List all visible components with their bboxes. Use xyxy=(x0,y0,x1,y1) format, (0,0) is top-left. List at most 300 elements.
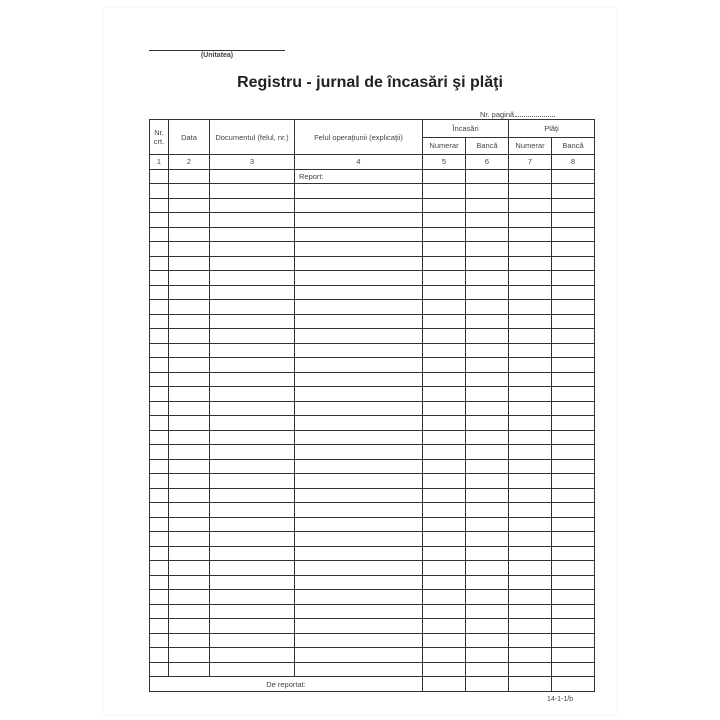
table-cell[interactable] xyxy=(509,242,552,257)
table-cell[interactable] xyxy=(509,590,552,605)
table-cell[interactable] xyxy=(210,648,295,663)
table-cell[interactable] xyxy=(210,604,295,619)
table-cell[interactable] xyxy=(423,430,466,445)
table-cell[interactable] xyxy=(552,169,595,184)
table-cell[interactable] xyxy=(210,619,295,634)
table-cell[interactable] xyxy=(423,503,466,518)
table-cell[interactable] xyxy=(210,662,295,677)
table-cell[interactable] xyxy=(150,648,169,663)
table-cell[interactable] xyxy=(169,546,210,561)
table-cell[interactable] xyxy=(150,590,169,605)
table-cell[interactable] xyxy=(169,430,210,445)
table-cell[interactable] xyxy=(169,300,210,315)
table-cell[interactable] xyxy=(466,648,509,663)
table-cell[interactable] xyxy=(423,590,466,605)
table-cell[interactable] xyxy=(295,503,423,518)
table-cell[interactable] xyxy=(150,300,169,315)
table-cell[interactable] xyxy=(295,517,423,532)
table-cell[interactable] xyxy=(169,590,210,605)
table-cell[interactable] xyxy=(150,242,169,257)
table-cell[interactable] xyxy=(295,619,423,634)
table-cell[interactable] xyxy=(295,358,423,373)
table-cell[interactable] xyxy=(210,372,295,387)
table-cell[interactable] xyxy=(552,488,595,503)
table-cell[interactable] xyxy=(150,459,169,474)
table-cell[interactable] xyxy=(466,169,509,184)
table-cell[interactable] xyxy=(150,184,169,199)
table-cell[interactable] xyxy=(552,619,595,634)
table-cell[interactable] xyxy=(466,343,509,358)
table-cell[interactable] xyxy=(552,662,595,677)
table-cell[interactable] xyxy=(423,532,466,547)
table-cell[interactable] xyxy=(466,387,509,402)
table-row xyxy=(150,184,595,199)
table-row xyxy=(150,416,595,431)
table-cell[interactable] xyxy=(552,459,595,474)
table-cell[interactable] xyxy=(295,575,423,590)
table-cell[interactable] xyxy=(169,256,210,271)
table-cell[interactable] xyxy=(552,343,595,358)
table-cell[interactable] xyxy=(423,343,466,358)
table-cell[interactable] xyxy=(169,372,210,387)
table-cell[interactable] xyxy=(509,532,552,547)
table-cell[interactable] xyxy=(466,314,509,329)
table-cell[interactable] xyxy=(169,242,210,257)
table-cell[interactable] xyxy=(509,488,552,503)
table-cell[interactable] xyxy=(210,387,295,402)
table-cell[interactable] xyxy=(423,358,466,373)
table-cell[interactable] xyxy=(552,372,595,387)
table-cell[interactable] xyxy=(466,401,509,416)
table-row xyxy=(150,604,595,619)
table-cell[interactable] xyxy=(150,517,169,532)
table-cell[interactable] xyxy=(210,430,295,445)
table-cell[interactable] xyxy=(509,401,552,416)
table-cell[interactable] xyxy=(210,184,295,199)
table-cell[interactable] xyxy=(552,213,595,228)
table-cell[interactable] xyxy=(552,575,595,590)
table-cell[interactable] xyxy=(169,213,210,228)
table-cell[interactable] xyxy=(295,285,423,300)
table-cell[interactable] xyxy=(423,517,466,532)
table-cell[interactable] xyxy=(210,488,295,503)
table-cell[interactable] xyxy=(466,604,509,619)
table-cell[interactable] xyxy=(509,227,552,242)
table-cell[interactable] xyxy=(210,343,295,358)
table-cell[interactable] xyxy=(169,227,210,242)
table-cell[interactable] xyxy=(169,169,210,184)
table-cell[interactable] xyxy=(169,488,210,503)
table-cell[interactable] xyxy=(423,372,466,387)
report-row xyxy=(150,169,595,184)
table-cell[interactable] xyxy=(509,343,552,358)
table-cell[interactable] xyxy=(509,184,552,199)
table-cell[interactable] xyxy=(295,300,423,315)
table-cell[interactable] xyxy=(552,184,595,199)
table-cell[interactable] xyxy=(466,517,509,532)
table-cell[interactable] xyxy=(423,300,466,315)
table-cell[interactable] xyxy=(210,242,295,257)
table-cell[interactable] xyxy=(423,546,466,561)
table-cell[interactable] xyxy=(210,575,295,590)
table-cell[interactable] xyxy=(509,300,552,315)
table-cell[interactable] xyxy=(150,271,169,286)
table-cell[interactable] xyxy=(210,213,295,228)
table-cell[interactable] xyxy=(169,184,210,199)
table-cell[interactable] xyxy=(150,430,169,445)
table-cell[interactable] xyxy=(423,256,466,271)
table-cell[interactable] xyxy=(295,546,423,561)
table-cell[interactable] xyxy=(552,633,595,648)
table-cell[interactable] xyxy=(210,198,295,213)
table-cell[interactable] xyxy=(169,474,210,489)
table-cell[interactable] xyxy=(509,387,552,402)
table-cell[interactable] xyxy=(552,517,595,532)
table-cell[interactable] xyxy=(509,633,552,648)
table-cell[interactable] xyxy=(466,445,509,460)
table-cell[interactable] xyxy=(466,619,509,634)
table-cell[interactable] xyxy=(423,314,466,329)
table-cell[interactable] xyxy=(169,387,210,402)
table-cell[interactable] xyxy=(150,445,169,460)
table-cell[interactable] xyxy=(423,619,466,634)
table-cell[interactable] xyxy=(210,314,295,329)
table-cell[interactable] xyxy=(150,416,169,431)
table-cell[interactable] xyxy=(423,633,466,648)
table-cell[interactable] xyxy=(509,329,552,344)
table-cell[interactable] xyxy=(509,314,552,329)
table-cell[interactable] xyxy=(150,314,169,329)
table-cell[interactable] xyxy=(552,561,595,576)
table-cell[interactable] xyxy=(295,256,423,271)
table-cell[interactable] xyxy=(295,372,423,387)
table-cell[interactable] xyxy=(169,604,210,619)
table-cell[interactable] xyxy=(210,300,295,315)
table-cell[interactable] xyxy=(169,633,210,648)
table-cell[interactable] xyxy=(423,662,466,677)
table-cell[interactable] xyxy=(509,575,552,590)
table-cell[interactable] xyxy=(552,271,595,286)
table-cell[interactable] xyxy=(169,619,210,634)
table-cell[interactable] xyxy=(150,633,169,648)
table-cell[interactable] xyxy=(423,604,466,619)
table-cell[interactable] xyxy=(210,590,295,605)
table-cell[interactable] xyxy=(509,416,552,431)
table-cell[interactable] xyxy=(466,416,509,431)
table-cell[interactable] xyxy=(423,459,466,474)
table-cell[interactable] xyxy=(509,459,552,474)
table-cell[interactable] xyxy=(295,604,423,619)
table-cell[interactable] xyxy=(466,271,509,286)
table-cell[interactable] xyxy=(295,401,423,416)
page-title: Registru - jurnal de încasări şi plăţi xyxy=(237,74,503,91)
column-number: 3 xyxy=(210,155,295,170)
table-cell[interactable] xyxy=(466,430,509,445)
table-cell[interactable] xyxy=(169,343,210,358)
table-cell[interactable] xyxy=(295,474,423,489)
table-cell[interactable] xyxy=(552,532,595,547)
table-cell[interactable] xyxy=(552,401,595,416)
header-incasari-banca: Bancă xyxy=(466,137,509,155)
table-cell[interactable] xyxy=(552,648,595,663)
table-cell[interactable] xyxy=(552,416,595,431)
table-cell[interactable] xyxy=(509,474,552,489)
table-cell[interactable] xyxy=(509,372,552,387)
table-cell[interactable] xyxy=(466,546,509,561)
table-cell[interactable] xyxy=(466,503,509,518)
table-cell[interactable] xyxy=(295,314,423,329)
table-cell[interactable] xyxy=(295,387,423,402)
table-cell[interactable] xyxy=(169,285,210,300)
table-cell[interactable] xyxy=(423,677,466,692)
table-cell[interactable] xyxy=(210,285,295,300)
table-cell[interactable] xyxy=(169,459,210,474)
table-cell[interactable] xyxy=(423,401,466,416)
table-cell[interactable] xyxy=(150,358,169,373)
table-cell[interactable] xyxy=(552,285,595,300)
column-number: 5 xyxy=(423,155,466,170)
table-cell[interactable] xyxy=(466,184,509,199)
table-cell[interactable] xyxy=(169,416,210,431)
table-cell[interactable] xyxy=(509,561,552,576)
table-cell[interactable] xyxy=(150,561,169,576)
table-cell[interactable] xyxy=(509,662,552,677)
table-cell[interactable] xyxy=(210,546,295,561)
table-cell[interactable] xyxy=(295,662,423,677)
table-cell[interactable] xyxy=(509,604,552,619)
table-cell[interactable] xyxy=(295,227,423,242)
table-cell[interactable] xyxy=(169,662,210,677)
table-cell[interactable] xyxy=(509,546,552,561)
table-cell[interactable] xyxy=(552,546,595,561)
table-cell[interactable] xyxy=(466,227,509,242)
table-cell[interactable] xyxy=(552,358,595,373)
table-cell[interactable] xyxy=(423,445,466,460)
table-cell[interactable] xyxy=(210,633,295,648)
table-cell[interactable] xyxy=(169,329,210,344)
table-cell[interactable] xyxy=(150,619,169,634)
table-cell[interactable] xyxy=(466,285,509,300)
table-cell[interactable] xyxy=(169,314,210,329)
table-cell[interactable] xyxy=(466,677,509,692)
table-row xyxy=(150,532,595,547)
table-cell[interactable] xyxy=(210,358,295,373)
table-cell[interactable] xyxy=(466,300,509,315)
table-row xyxy=(150,285,595,300)
table-cell[interactable] xyxy=(423,227,466,242)
table-cell[interactable] xyxy=(466,590,509,605)
table-cell[interactable] xyxy=(509,213,552,228)
table-cell[interactable] xyxy=(466,256,509,271)
table-cell[interactable] xyxy=(423,184,466,199)
table-cell[interactable] xyxy=(552,256,595,271)
table-cell[interactable] xyxy=(423,169,466,184)
table-cell[interactable] xyxy=(150,474,169,489)
table-cell[interactable] xyxy=(169,271,210,286)
table-cell[interactable] xyxy=(150,575,169,590)
table-cell[interactable] xyxy=(423,198,466,213)
table-cell[interactable] xyxy=(210,416,295,431)
table-cell[interactable] xyxy=(150,503,169,518)
table-cell[interactable] xyxy=(295,590,423,605)
table-cell[interactable] xyxy=(423,648,466,663)
table-cell[interactable] xyxy=(295,648,423,663)
table-cell[interactable] xyxy=(423,213,466,228)
table-cell[interactable] xyxy=(552,314,595,329)
table-cell[interactable] xyxy=(150,532,169,547)
table-cell[interactable] xyxy=(466,575,509,590)
table-cell[interactable] xyxy=(466,662,509,677)
table-cell[interactable] xyxy=(150,169,169,184)
table-cell[interactable] xyxy=(150,329,169,344)
table-cell[interactable] xyxy=(423,488,466,503)
table-cell[interactable] xyxy=(552,590,595,605)
table-cell[interactable] xyxy=(466,372,509,387)
table-cell[interactable] xyxy=(552,445,595,460)
table-cell[interactable] xyxy=(150,604,169,619)
table-cell[interactable] xyxy=(210,459,295,474)
table-cell[interactable] xyxy=(295,459,423,474)
table-cell[interactable] xyxy=(295,488,423,503)
table-cell[interactable] xyxy=(210,532,295,547)
table-cell[interactable] xyxy=(210,271,295,286)
table-cell[interactable] xyxy=(295,242,423,257)
table-row xyxy=(150,619,595,634)
table-row xyxy=(150,372,595,387)
table-cell[interactable] xyxy=(466,242,509,257)
table-cell[interactable] xyxy=(509,445,552,460)
header-incasari: Încasări xyxy=(423,120,509,138)
column-number: 4 xyxy=(295,155,423,170)
table-cell[interactable] xyxy=(466,561,509,576)
table-cell[interactable] xyxy=(169,517,210,532)
table-cell[interactable] xyxy=(509,271,552,286)
table-cell[interactable] xyxy=(295,184,423,199)
table-cell[interactable] xyxy=(150,227,169,242)
table-cell[interactable] xyxy=(169,561,210,576)
table-cell[interactable] xyxy=(552,677,595,692)
table-cell[interactable] xyxy=(210,256,295,271)
table-cell[interactable] xyxy=(423,416,466,431)
table-cell[interactable] xyxy=(509,285,552,300)
table-cell[interactable] xyxy=(150,343,169,358)
table-cell[interactable] xyxy=(169,532,210,547)
table-cell[interactable] xyxy=(466,459,509,474)
table-cell[interactable] xyxy=(552,242,595,257)
table-cell[interactable] xyxy=(509,256,552,271)
table-cell[interactable] xyxy=(509,648,552,663)
table-cell[interactable] xyxy=(150,256,169,271)
table-cell[interactable] xyxy=(509,358,552,373)
table-cell[interactable] xyxy=(466,198,509,213)
table-cell[interactable] xyxy=(466,213,509,228)
table-cell[interactable] xyxy=(423,242,466,257)
table-cell[interactable] xyxy=(509,619,552,634)
table-cell[interactable] xyxy=(509,677,552,692)
table-cell[interactable] xyxy=(210,445,295,460)
table-cell[interactable] xyxy=(423,575,466,590)
table-cell[interactable] xyxy=(150,401,169,416)
table-cell[interactable] xyxy=(466,358,509,373)
table-cell[interactable] xyxy=(210,517,295,532)
table-cell[interactable] xyxy=(169,503,210,518)
table-cell[interactable] xyxy=(210,474,295,489)
table-cell[interactable] xyxy=(210,329,295,344)
table-cell[interactable] xyxy=(150,372,169,387)
table-cell[interactable] xyxy=(295,416,423,431)
table-cell[interactable] xyxy=(509,503,552,518)
table-cell[interactable] xyxy=(169,575,210,590)
table-cell[interactable] xyxy=(295,271,423,286)
column-number: 1 xyxy=(150,155,169,170)
table-cell[interactable] xyxy=(295,430,423,445)
table-cell[interactable] xyxy=(552,387,595,402)
header-plati-banca: Bancă xyxy=(552,137,595,155)
table-cell[interactable] xyxy=(150,213,169,228)
table-cell[interactable] xyxy=(295,445,423,460)
table-cell[interactable] xyxy=(150,285,169,300)
table-cell[interactable] xyxy=(210,401,295,416)
table-cell[interactable] xyxy=(466,474,509,489)
table-cell[interactable] xyxy=(552,474,595,489)
table-cell[interactable] xyxy=(295,213,423,228)
table-cell[interactable] xyxy=(169,648,210,663)
table-cell[interactable] xyxy=(509,430,552,445)
table-cell[interactable] xyxy=(210,169,295,184)
table-cell[interactable] xyxy=(150,387,169,402)
table-cell[interactable] xyxy=(466,329,509,344)
table-cell[interactable] xyxy=(466,532,509,547)
table-cell[interactable] xyxy=(509,517,552,532)
table-cell[interactable] xyxy=(210,503,295,518)
table-cell[interactable] xyxy=(150,198,169,213)
table-cell[interactable] xyxy=(552,300,595,315)
table-row xyxy=(150,445,595,460)
table-cell[interactable] xyxy=(150,488,169,503)
table-cell[interactable] xyxy=(169,445,210,460)
table-cell[interactable] xyxy=(509,198,552,213)
table-cell[interactable] xyxy=(210,561,295,576)
table-cell[interactable] xyxy=(423,474,466,489)
table-cell[interactable] xyxy=(423,285,466,300)
table-cell[interactable] xyxy=(552,329,595,344)
table-cell[interactable] xyxy=(552,604,595,619)
table-cell[interactable] xyxy=(169,401,210,416)
table-cell[interactable] xyxy=(466,633,509,648)
table-cell[interactable] xyxy=(552,430,595,445)
table-cell[interactable] xyxy=(423,329,466,344)
table-cell[interactable] xyxy=(150,546,169,561)
table-cell[interactable] xyxy=(423,271,466,286)
table-cell[interactable] xyxy=(552,198,595,213)
table-cell[interactable] xyxy=(466,488,509,503)
table-cell[interactable] xyxy=(210,227,295,242)
table-cell[interactable] xyxy=(295,532,423,547)
table-cell[interactable] xyxy=(509,169,552,184)
table-cell[interactable] xyxy=(169,358,210,373)
table-cell[interactable] xyxy=(552,227,595,242)
table-cell[interactable] xyxy=(295,198,423,213)
table-cell[interactable] xyxy=(552,503,595,518)
table-cell[interactable] xyxy=(423,561,466,576)
table-cell[interactable] xyxy=(295,343,423,358)
table-cell[interactable] xyxy=(295,561,423,576)
table-cell[interactable] xyxy=(169,198,210,213)
table-cell[interactable] xyxy=(423,387,466,402)
table-cell[interactable] xyxy=(295,329,423,344)
table-cell[interactable] xyxy=(295,633,423,648)
table-cell[interactable] xyxy=(150,662,169,677)
